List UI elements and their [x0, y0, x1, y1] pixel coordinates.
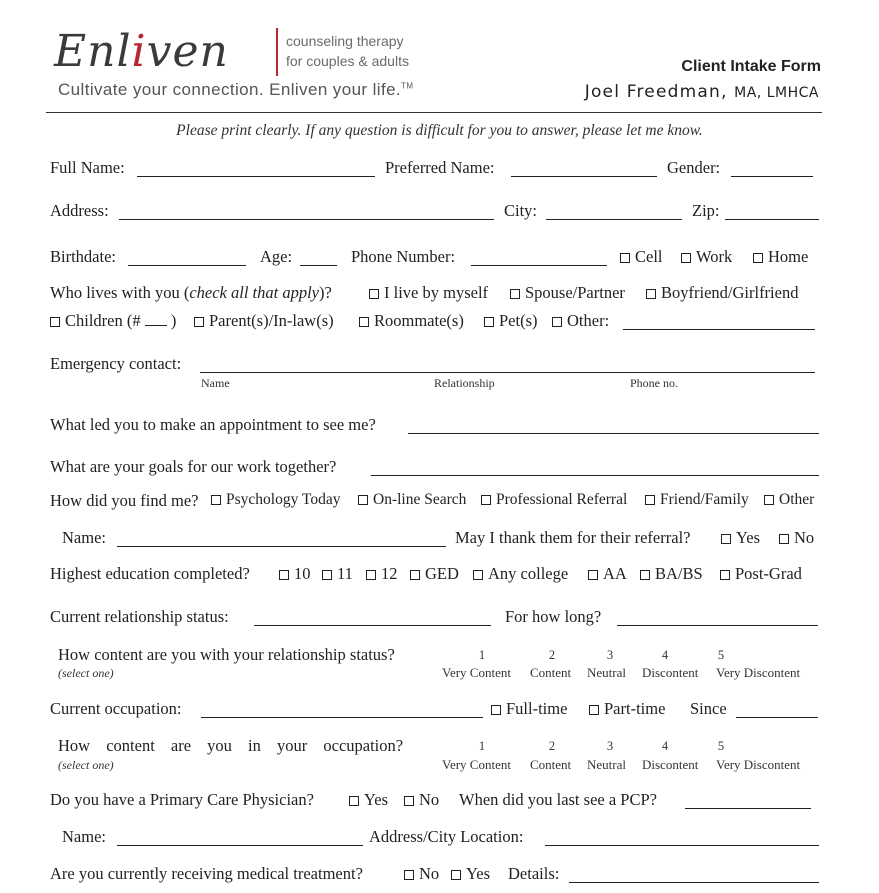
pcp-question: Do you have a Primary Care Physician? [50, 790, 314, 809]
lives-with-other[interactable] [552, 311, 609, 331]
relationship-how-long-label: For how long? [505, 607, 602, 626]
option-label: Boyfriend/Girlfriend [661, 283, 799, 302]
scale-label: Neutral [587, 757, 626, 772]
header-rule [46, 112, 822, 113]
gender-field[interactable] [731, 176, 813, 177]
checkbox-icon[interactable] [404, 870, 414, 880]
education-ba-bs[interactable] [640, 564, 703, 584]
checkbox-icon[interactable] [404, 796, 414, 806]
children-label: Children (# [65, 311, 141, 330]
education-ged[interactable] [410, 564, 459, 584]
checkbox-icon[interactable] [640, 570, 650, 580]
scale-label: Neutral [587, 665, 626, 680]
scale-number[interactable]: 1 [478, 648, 486, 662]
pcp-address-label: Address/City Location: [369, 827, 524, 846]
emergency-contact-label: Emergency contact: [50, 354, 182, 373]
checkbox-icon[interactable] [410, 570, 420, 580]
content-relationship-hint: (select one) [58, 666, 114, 680]
find-online-search[interactable] [358, 491, 466, 509]
goals-question: What are your goals for our work together? [50, 457, 337, 476]
checkbox-icon[interactable] [491, 705, 501, 715]
checkbox-icon[interactable] [279, 570, 289, 580]
practitioner [585, 82, 819, 102]
scale-number[interactable]: 3 [606, 739, 614, 753]
checkbox-icon[interactable] [720, 570, 730, 580]
option-label: BA/BS [655, 564, 703, 583]
education-any-college[interactable] [473, 564, 568, 584]
referral-name-field[interactable] [117, 546, 446, 547]
lives-with-children[interactable] [50, 311, 176, 331]
option-label: Friend/Family [660, 491, 749, 508]
education-10[interactable] [279, 564, 311, 584]
scale-label: Content [530, 757, 572, 772]
checkbox-icon[interactable] [451, 870, 461, 880]
occupation-label: Current occupation: [50, 699, 182, 718]
lives-with-other-field[interactable] [623, 329, 815, 330]
occupation-field[interactable] [201, 717, 483, 718]
checkbox-icon[interactable] [589, 705, 599, 715]
option-label: Parent(s)/In-law(s) [209, 311, 334, 330]
checkbox-icon[interactable] [358, 495, 368, 505]
pcp-name-field[interactable] [117, 845, 363, 846]
option-label: Other: [567, 311, 610, 330]
phone-label: Phone Number: [351, 247, 456, 266]
scale-label: Very Discontent [716, 757, 801, 772]
scale-number[interactable]: 5 [717, 648, 725, 662]
lives-with-pets[interactable] [484, 311, 538, 331]
option-label: Any college [488, 564, 569, 583]
option-label: Part-time [604, 699, 666, 718]
option-label: Psychology Today [226, 491, 341, 508]
referral-no[interactable] [779, 528, 814, 548]
phone-type-cell[interactable] [620, 247, 663, 267]
checkbox-icon[interactable] [50, 317, 60, 327]
option-label: GED [425, 564, 459, 583]
phone-type-home[interactable] [753, 247, 808, 267]
emergency-sub-name: Name [201, 376, 230, 390]
occupation-since-label: Since [690, 699, 727, 718]
option-label: On-line Search [373, 491, 467, 508]
option-label: Roommate(s) [374, 311, 464, 330]
relationship-status-field[interactable] [254, 625, 491, 626]
medical-details-label: Details: [508, 864, 560, 883]
option-label: Professional Referral [496, 491, 628, 508]
logo-heart-i: i [131, 26, 147, 77]
find-psychology-today[interactable] [211, 491, 340, 509]
medical-question: Are you currently receiving medical treatment? [50, 864, 363, 883]
option-label: Post-Grad [735, 564, 802, 583]
occupation-since-field[interactable] [736, 717, 818, 718]
zip-label: Zip: [692, 201, 720, 220]
trademark: TM [401, 81, 414, 91]
logo-wordmark [54, 26, 229, 77]
lives-with-suffix: )? [319, 283, 332, 302]
scale-number[interactable]: 4 [661, 739, 669, 753]
emergency-sub-phone: Phone no. [630, 376, 678, 390]
emergency-contact-field[interactable] [200, 372, 815, 373]
relationship-how-long-field[interactable] [617, 625, 818, 626]
option-label: Other [779, 491, 815, 508]
relationship-status-label: Current relationship status: [50, 607, 229, 626]
education-12[interactable] [366, 564, 398, 584]
referral-thank-question: May I thank them for their referral? [455, 528, 691, 547]
checkbox-icon[interactable] [359, 317, 369, 327]
logo-text: Enliven [54, 26, 229, 77]
option-label: Yes [736, 528, 761, 547]
option-label: No [794, 528, 815, 547]
lives-with-myself[interactable] [369, 283, 488, 303]
checkbox-icon[interactable] [552, 317, 562, 327]
checkbox-icon[interactable] [349, 796, 359, 806]
scale-number[interactable]: 3 [606, 648, 614, 662]
scale-label: Discontent [642, 757, 699, 772]
checkbox-icon[interactable] [721, 534, 731, 544]
checkbox-icon[interactable] [481, 495, 491, 505]
emergency-sub-relationship: Relationship [434, 376, 495, 390]
scale-number[interactable]: 4 [661, 648, 669, 662]
preferred-name-label: Preferred Name: [385, 158, 495, 177]
address-field[interactable] [119, 219, 494, 220]
referral-name-label: Name: [62, 528, 106, 547]
address-label: Address: [50, 201, 109, 220]
practitioner-credentials: MA, LMHCA [734, 85, 819, 101]
checkbox-icon[interactable] [753, 253, 763, 263]
option-label: Pet(s) [499, 311, 538, 330]
city-field[interactable] [546, 219, 682, 220]
instructions: Please print clearly. If any question is difficult for you to answer, please let me know. [176, 122, 703, 139]
education-11[interactable] [322, 564, 353, 584]
find-friend-family[interactable] [645, 491, 749, 509]
checkbox-icon[interactable] [779, 534, 789, 544]
checkbox-icon[interactable] [510, 289, 520, 299]
children-count-field[interactable] [145, 313, 167, 326]
scale-label: Very Content [442, 665, 511, 680]
medical-details-field[interactable] [569, 882, 819, 883]
phone-field[interactable] [471, 265, 607, 266]
logo-subtitle-1: counseling therapy [286, 33, 404, 49]
option-label: Full-time [506, 699, 568, 718]
practitioner-name: Joel Freedman, [584, 82, 728, 102]
lives-with-boyfriend[interactable] [646, 283, 798, 303]
scale-label: Very Discontent [716, 665, 801, 680]
checkbox-icon[interactable] [646, 289, 656, 299]
phone-type-work[interactable] [681, 247, 732, 267]
pcp-last-seen-label: When did you last see a PCP? [459, 790, 657, 809]
lives-with-roommates[interactable] [359, 311, 464, 331]
checkbox-icon[interactable] [369, 289, 379, 299]
checkbox-icon[interactable] [588, 570, 598, 580]
checkbox-icon[interactable] [484, 317, 494, 327]
preferred-name-field[interactable] [511, 176, 657, 177]
scale-number[interactable]: 1 [478, 739, 486, 753]
option-label: Yes [466, 864, 491, 883]
full-name-field[interactable] [137, 176, 375, 177]
checkbox-icon[interactable] [322, 570, 332, 580]
checkbox-icon[interactable] [211, 495, 221, 505]
birthdate-label: Birthdate: [50, 247, 116, 266]
logo-divider [276, 28, 278, 76]
scale-number[interactable]: 2 [548, 648, 556, 662]
full-name-label: Full Name: [50, 158, 125, 177]
children-close: ) [170, 311, 177, 330]
pcp-name-label: Name: [62, 827, 106, 846]
gender-label: Gender: [667, 158, 721, 177]
find-me-label: How did you find me? [50, 491, 199, 510]
scale-label: Content [530, 665, 572, 680]
checkbox-icon[interactable] [194, 317, 204, 327]
education-post-grad[interactable] [720, 564, 802, 584]
phone-type-cell-label: Cell [635, 247, 663, 266]
tagline [58, 80, 413, 100]
option-label: I live by myself [384, 283, 489, 302]
zip-field[interactable] [725, 219, 819, 220]
option-label: Spouse/Partner [525, 283, 625, 302]
scale-label: Discontent [642, 665, 699, 680]
checkbox-icon[interactable] [473, 570, 483, 580]
scale-number[interactable]: 2 [548, 739, 556, 753]
education-aa[interactable] [588, 564, 627, 584]
checkbox-icon[interactable] [366, 570, 376, 580]
tagline-text: Cultivate your connection. Enliven your life. [58, 80, 402, 99]
pcp-yes[interactable] [349, 790, 388, 810]
goals-field[interactable] [371, 475, 819, 476]
lives-with-hint: check all that apply [189, 283, 319, 302]
find-professional-referral[interactable] [481, 491, 627, 509]
age-field[interactable] [300, 265, 337, 266]
checkbox-icon[interactable] [681, 253, 691, 263]
pcp-address-field[interactable] [545, 845, 819, 846]
occupation-part-time[interactable] [589, 699, 665, 719]
option-label: Yes [364, 790, 389, 809]
referral-yes[interactable] [721, 528, 760, 548]
option-label: 10 [294, 564, 311, 583]
option-label: AA [603, 564, 627, 583]
lives-with-spouse[interactable] [510, 283, 625, 303]
content-occupation-question: How content are you in your occupation? [58, 736, 404, 755]
option-label: 11 [337, 564, 353, 583]
pcp-no[interactable] [404, 790, 439, 810]
scale-number[interactable]: 5 [717, 739, 725, 753]
form-title: Client Intake Form [681, 58, 821, 75]
option-label: No [419, 790, 440, 809]
occupation-full-time[interactable] [491, 699, 567, 719]
appointment-field[interactable] [408, 433, 819, 434]
content-relationship-question: How content are you with your relationship status? [58, 645, 395, 664]
city-label: City: [504, 201, 538, 220]
phone-type-home-label: Home [768, 247, 809, 266]
checkbox-icon[interactable] [645, 495, 655, 505]
phone-type-work-label: Work [696, 247, 733, 266]
medical-yes[interactable] [451, 864, 490, 884]
medical-no[interactable] [404, 864, 439, 884]
pcp-last-seen-field[interactable] [685, 808, 811, 809]
checkbox-icon[interactable] [764, 495, 774, 505]
option-label: No [419, 864, 440, 883]
find-other[interactable] [764, 491, 814, 509]
lives-with-question [50, 283, 332, 303]
scale-label: Very Content [442, 757, 511, 772]
option-label: 12 [381, 564, 398, 583]
birthdate-field[interactable] [128, 265, 246, 266]
content-occupation-hint: (select one) [58, 758, 114, 772]
age-label: Age: [260, 247, 293, 266]
logo-subtitle-2: for couples & adults [286, 53, 409, 69]
lives-with-parents[interactable] [194, 311, 334, 331]
lives-with-prefix: Who lives with you ( [50, 283, 190, 302]
appointment-question: What led you to make an appointment to see me? [50, 415, 376, 434]
education-label: Highest education completed? [50, 564, 250, 583]
checkbox-icon[interactable] [620, 253, 630, 263]
